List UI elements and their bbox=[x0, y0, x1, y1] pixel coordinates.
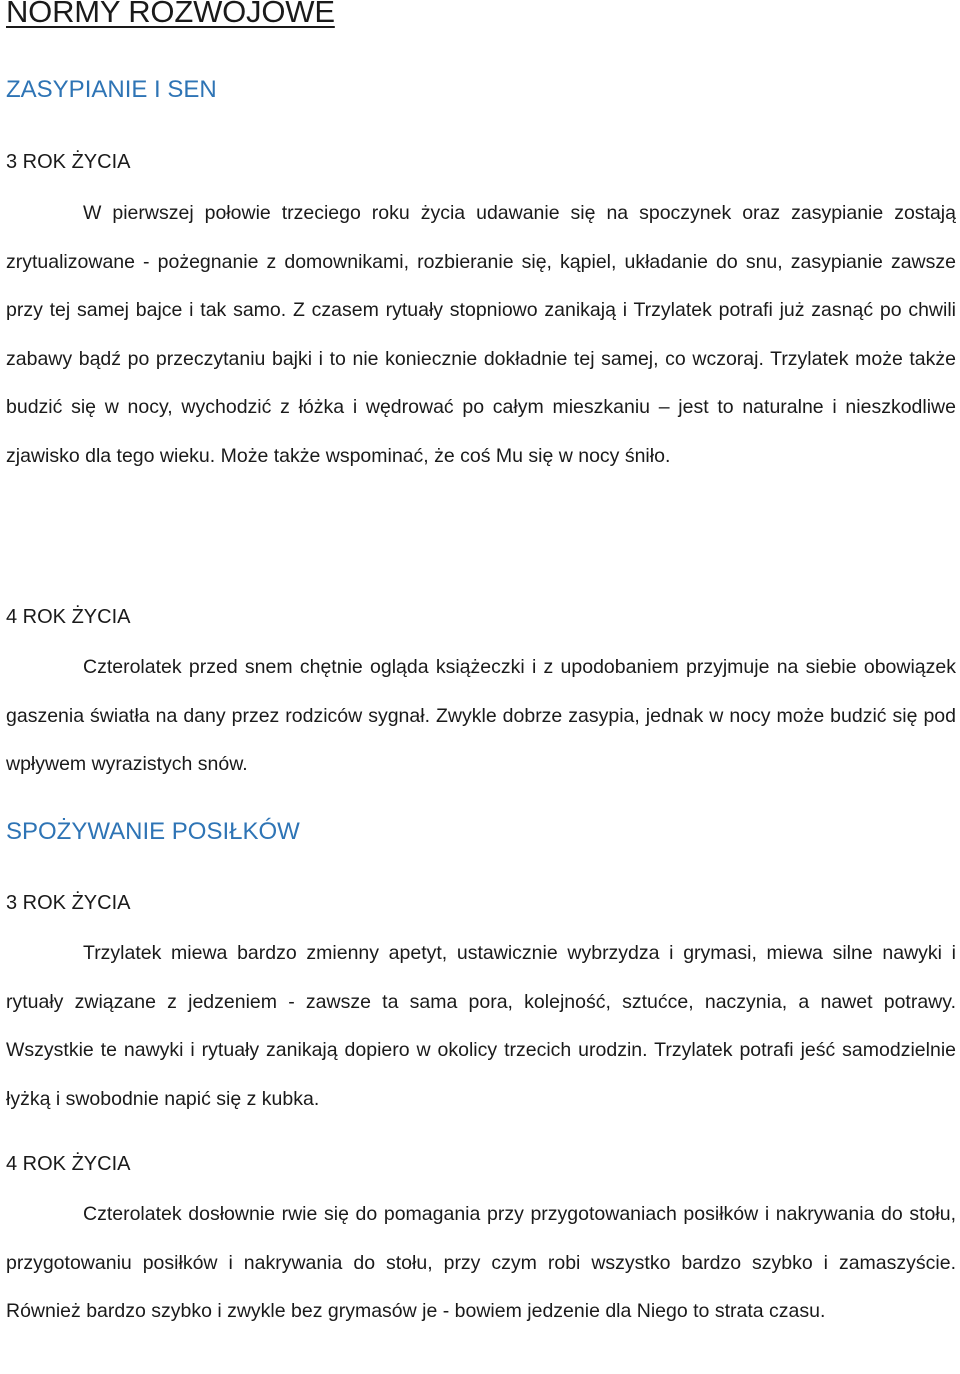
section-heading-meals: SPOŻYWANIE POSIŁKÓW bbox=[6, 818, 300, 845]
year-heading-meals-3: 3 ROK ŻYCIA bbox=[6, 892, 131, 914]
paragraph-sleep-4: Czterolatek przed snem chętnie ogląda książeczki i z upodobaniem przyjmuje na siebie obowiązek gaszenia światła na dany przez rodziców sygnał. Zwykle dobrze zasypia, jednak w nocy może budzić się pod wpływem wyrazistych snów. bbox=[6, 656, 956, 775]
year-heading-meals-4: 4 ROK ŻYCIA bbox=[6, 1153, 131, 1175]
paragraph-sleep-3: W pierwszej połowie trzeciego roku życia udawanie się na spoczynek oraz zasypianie zostają zrytualizowane - pożegnanie z domownikami, rozbieranie się, kąpiel, układanie do snu, zasypianie zawsze przy tej samej bajce i tak samo. Z czasem rytuały stopniowo zanikają i Trzylatek potrafi już zasnąć po chwili zabawy bądź po przeczytaniu bajki i to nie koniecznie dokładnie tej samej, co wczoraj. Trzylatek może także budzić się w nocy, wychodzić z łóżka i wędrować po całym mieszkaniu – jest to naturalne i nieszkodliwe zjawisko dla tego wieku. Może także wspominać, że coś Mu się w nocy śniło. bbox=[6, 202, 956, 467]
paragraph-meals-3: Trzylatek miewa bardzo zmienny apetyt, ustawicznie wybrzydza i grymasi, miewa silne nawyki i rytuały związane z jedzeniem - zawsze ta sama pora, kolejność, sztućce, naczynia, a nawet potrawy. Wszystkie te nawyki i rytuały zanikają dopiero w okolicy trzecich urodzin. Trzylatek potrafi jeść samodzielnie łyżką i swobodnie napić się z kubka. bbox=[6, 942, 956, 1110]
section-heading-sleep: ZASYPIANIE I SEN bbox=[6, 76, 217, 103]
paragraph-meals-4: Czterolatek dosłownie rwie się do pomagania przy przygotowaniach posiłków i nakrywania do stołu, przygotowaniu posiłków i nakrywania do stołu, przy czym robi wszystko bardzo szybko i zamaszyście. Również bardzo szybko i zwykle bez grymasów je - bowiem jedzenie dla Niego to strata czasu. bbox=[6, 1203, 956, 1322]
document-title: NORMY ROZWOJOWE bbox=[6, 0, 335, 29]
year-heading-sleep-3: 3 ROK ŻYCIA bbox=[6, 151, 131, 173]
year-heading-sleep-4: 4 ROK ŻYCIA bbox=[6, 606, 131, 628]
